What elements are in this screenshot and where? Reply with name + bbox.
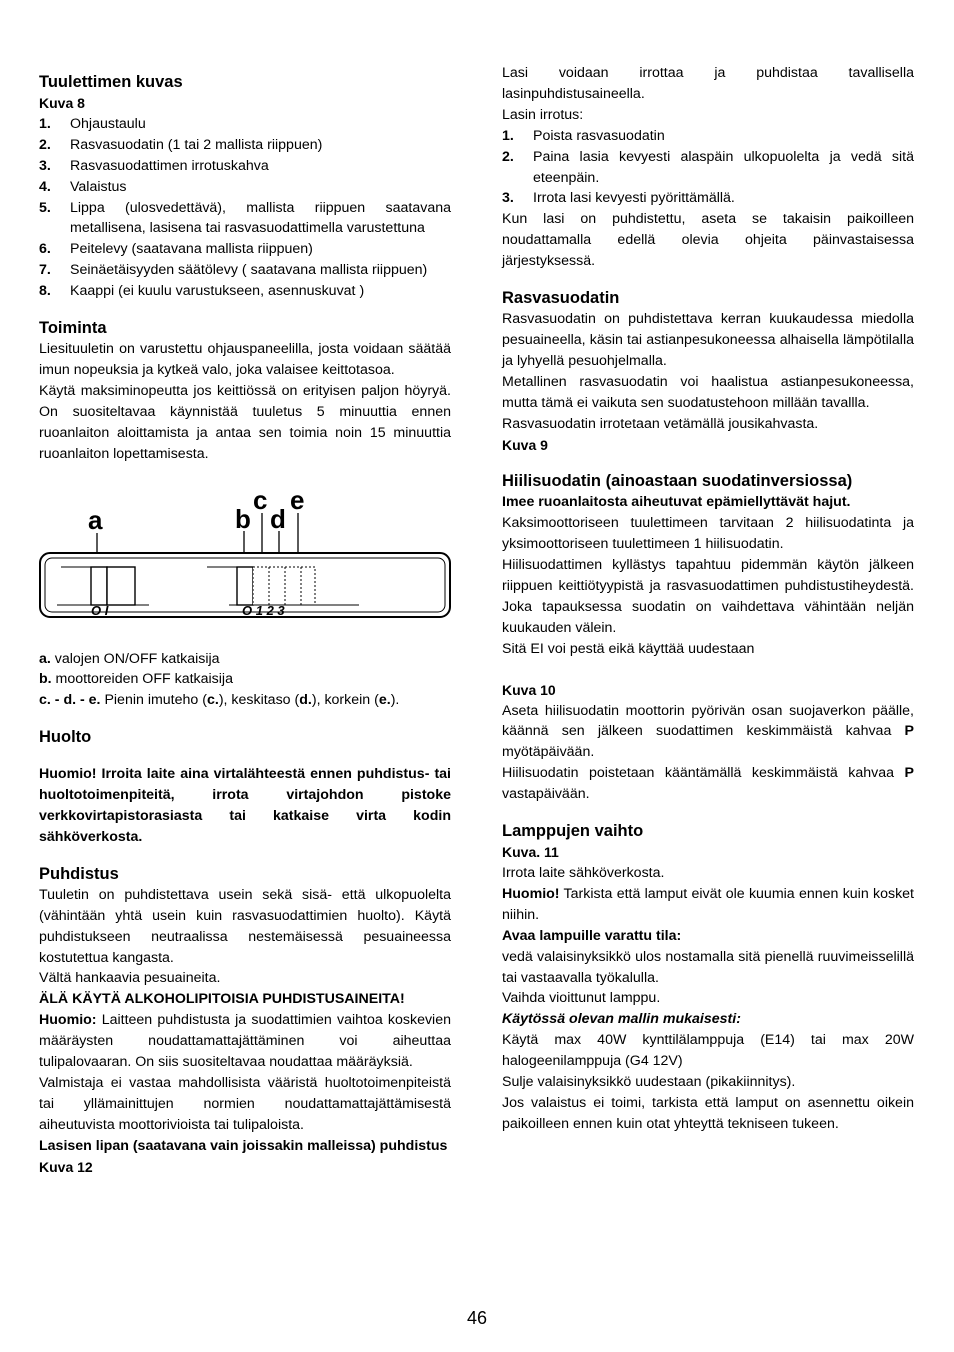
lamp-paragraph: vedä valaisinyksikkö ulos nostamalla sitä pienellä ruuvimeisselillä tai vastaavalla työkalulla. xyxy=(502,948,914,986)
glass-figure-ref: Kuva 12 xyxy=(39,1158,93,1175)
legend-cde: c. - d. - e. Pienin imuteho (c.), keskitaso (d.), korkein (e.). xyxy=(39,692,400,709)
item-text: Rasvasuodatin (1 tai 2 mallista riippuen) xyxy=(70,136,323,153)
glass-paragraph: Lasi voidaan irrottaa ja puhdistaa tavallisella lasinpuhdistusaineella. xyxy=(502,65,914,102)
list-item xyxy=(39,198,451,240)
carbon-paragraph: Hiilisuodatin poistetaan kääntämällä keskimmäistä kahvaa P vastapäivään. xyxy=(502,765,914,803)
item-text: Peitelevy (saatavana mallista riippuen) xyxy=(70,241,313,258)
maintenance-warning: Huomio! Irroita laite aina virtalähteestä ennen puhdistus- tai huoltotoimenpiteitä, irrota virtajohdon pistoke verkkovirtapistorasiasta tai katkaise virta kodin sähköverkosta. xyxy=(39,766,451,845)
item-number: 3. xyxy=(39,157,51,174)
item-number: 2. xyxy=(39,136,51,153)
carbon-subheading: Imee ruoanlaitosta aiheutuvat epämiellyttävät hajut. xyxy=(502,494,851,511)
operation-paragraph: Käytä maksiminopeutta jos keittiössä on erityisen paljon höyryä. On suositeltavaa käynnistää tuuletus 5 minuuttia ennen ruoanlaiton aloittamista ja antaa sen toimia noin 15 minuuttia ruoanlaiton lopettamisesta. xyxy=(39,382,451,462)
item-text: Poista rasvasuodatin xyxy=(533,127,665,144)
cleaning-note: Huomio: Laitteen puhdistusta ja suodattimien vaihtoa koskevien määräysten noudattamattajättäminen voi aiheuttaa tulipalovaaran. On siis suositeltavaa noudattaa määräyksiä. xyxy=(39,1012,451,1071)
item-text: Lippa (ulosvedettävä), mallista riippuen saatavana metallisena, lasisena tai rasvasuodattimella varustettuna xyxy=(70,199,451,237)
item-text: Rasvasuodattimen irrotuskahva xyxy=(70,157,269,174)
item-number: 5. xyxy=(39,199,51,216)
carbon-filter-heading: Hiilisuodatin (ainoastaan suodatinversiossa) xyxy=(502,472,853,491)
fan-heading: Tuulettimen kuvas xyxy=(39,73,183,91)
label-a: a xyxy=(88,504,103,535)
list-item xyxy=(39,281,451,302)
lamp-paragraph: Käytä max 40W kynttilälamppuja (E14) tai max 20W halogeenilamppuja (G4 12V) xyxy=(502,1032,914,1070)
item-number: 3. xyxy=(502,190,514,207)
item-number: 7. xyxy=(39,262,51,279)
right-column xyxy=(502,63,914,1135)
control-panel-illustration xyxy=(39,481,451,639)
item-number: 8. xyxy=(39,283,51,300)
list-item xyxy=(39,239,451,260)
item-number: 2. xyxy=(502,148,514,165)
fan-figure-ref: Kuva 8 xyxy=(39,95,85,111)
carbon-paragraph: Hiilisuodattimen kyllästys tapahtuu pidemmän käytön jälkeen riippuen keittiötyypistä ja rasvasuodattimen puhdistustiheydestä. Joka tapauksessa suodatin on vaihdettava vähintään neljän kuukauden välein. xyxy=(502,557,914,636)
operation-paragraph: Liesituuletin on varustettu ohjauspaneelilla, josta voidaan säätää imun nopeuksia ja kytkeä valo, joka valaisee keittotasoa. xyxy=(39,341,451,378)
glass-paragraph: Lasin irrotus: xyxy=(502,106,584,123)
cleaning-warning: ÄLÄ KÄYTÄ ALKOHOLIPITOISIA PUHDISTUSAINEITA! xyxy=(39,991,405,1008)
item-number: 1. xyxy=(39,115,51,132)
lamp-figure-ref: Kuva. 11 xyxy=(502,844,559,861)
item-number: 1. xyxy=(502,127,514,144)
item-number: 6. xyxy=(39,241,51,258)
grease-paragraph: Rasvasuodatin irrotetaan vetämällä jousikahvasta. xyxy=(502,415,819,432)
item-text: Irrota lasi kevyesti pyörittämällä. xyxy=(533,190,735,207)
item-text: Valaistus xyxy=(70,178,127,195)
lamp-paragraph: Jos valaistus ei toimi, tarkista että lamput on asennettu oikein paikoilleen ennen kuin otat yhteyttä tekniseen tukeen. xyxy=(502,1094,914,1132)
cleaning-heading: Puhdistus xyxy=(39,864,119,883)
right-switch-scale: O 1 2 3 xyxy=(242,602,285,618)
item-text: Kaappi (ei kuulu varustukseen, asennuskuvat ) xyxy=(70,283,365,300)
grease-figure-ref: Kuva 9 xyxy=(502,436,548,453)
lamp-heading: Lamppujen vaihto xyxy=(502,822,644,841)
list-item xyxy=(39,114,451,135)
item-number: 4. xyxy=(39,178,51,195)
maintenance-heading: Huolto xyxy=(39,728,92,747)
lamp-paragraph: Sulje valaisinyksikkö uudestaan (pikakiinnitys). xyxy=(502,1074,796,1091)
carbon-paragraph: Kaksimoottoriseen tuulettimeen tarvitaan 2 hiilisuodatinta ja yksimoottoriseen tuulettimeen 1 hiilisuodatin. xyxy=(502,515,914,553)
label-d: d xyxy=(270,503,286,534)
list-item xyxy=(502,147,914,189)
cleaning-paragraph: Valmistaja ei vastaa mahdollisista vääristä huoltotoimenpiteistä tai yllämainittujen normien noudattamattajättämisestä aiheutuvista moottorivioista tai tulipaloista. xyxy=(39,1075,451,1133)
carbon-figure-ref: Kuva 10 xyxy=(502,681,556,698)
label-e: e xyxy=(290,484,305,515)
control-panel-diagram xyxy=(39,481,451,639)
list-item xyxy=(39,177,451,198)
fan-parts-list xyxy=(39,114,451,302)
label-b: b xyxy=(235,503,251,534)
legend-b: b. moottoreiden OFF katkaisija xyxy=(39,671,233,688)
grease-filter-heading: Rasvasuodatin xyxy=(502,289,620,308)
lamp-subheading: Avaa lampuille varattu tila: xyxy=(502,927,682,944)
list-item xyxy=(39,260,451,281)
lamp-paragraph: Vaihda vioittunut lamppu. xyxy=(502,990,661,1007)
list-item xyxy=(39,135,451,156)
operation-heading: Toiminta xyxy=(39,319,107,338)
grease-paragraph: Rasvasuodatin on puhdistettava kerran kuukaudessa miedolla pesuaineella, käsin tai astianpesukoneessa alhaisella lämpötilalla ja lyhyellä pesuohjelmalla. xyxy=(502,311,914,369)
glass-cleaning-heading: Lasisen lipan (saatavana vain joissakin malleissa) puhdistus xyxy=(39,1137,448,1154)
cleaning-paragraph: Tuuletin on puhdistettava usein sekä sisä- että ulkopuolelta (vähintään yhtä usein kuin rasvasuodattimien huolto). Käytä puhdistukseen neutraalissa nestemäisessä pesuaineessa kostutettua kangasta. xyxy=(39,886,451,966)
item-text: Seinäetäisyyden säätölevy ( saatavana mallista riippuen) xyxy=(70,262,428,279)
label-c: c xyxy=(253,484,268,515)
left-switch-scale: O I xyxy=(91,602,109,618)
legend-a: a. valojen ON/OFF katkaisija xyxy=(39,650,220,667)
lamp-note: Huomio! Tarkista että lamput eivät ole kuumia ennen kuin kosket niihin. xyxy=(502,885,914,923)
lamp-model-note: Käytössä olevan mallin mukaisesti: xyxy=(502,1011,741,1028)
list-item xyxy=(502,126,914,147)
carbon-paragraph: Aseta hiilisuodatin moottorin pyörivän osan suojaverkon päälle, käännä sen jälkeen suodattimen keskimmäistä kahvaa P myötäpäivään. xyxy=(502,702,914,761)
glass-removal-list xyxy=(502,126,914,210)
lamp-paragraph: Irrota laite sähköverkosta. xyxy=(502,865,665,881)
cleaning-paragraph: Vältä hankaavia pesuaineita. xyxy=(39,970,221,987)
item-text: Ohjaustaulu xyxy=(70,115,146,132)
grease-paragraph: Metallinen rasvasuodatin voi haalistua astianpesukoneessa, mutta tämä ei vaikuta sen suodatustehoon millään tavallla. xyxy=(502,373,914,411)
list-item xyxy=(39,156,451,177)
item-text: Paina lasia kevyesti alaspäin ulkopuolelta ja vedä sitä eteenpäin. xyxy=(533,148,914,186)
carbon-paragraph: Sitä EI voi pestä eikä käyttää uudestaan xyxy=(502,640,755,657)
page-number: 46 xyxy=(466,1308,488,1328)
list-item xyxy=(502,188,914,209)
glass-paragraph: Kun lasi on puhdistettu, aseta se takaisin paikoilleen noudattamalla edellä olevia ohjeita päinvastaisessa järjestyksessä. xyxy=(502,211,914,270)
left-column xyxy=(39,72,451,1178)
